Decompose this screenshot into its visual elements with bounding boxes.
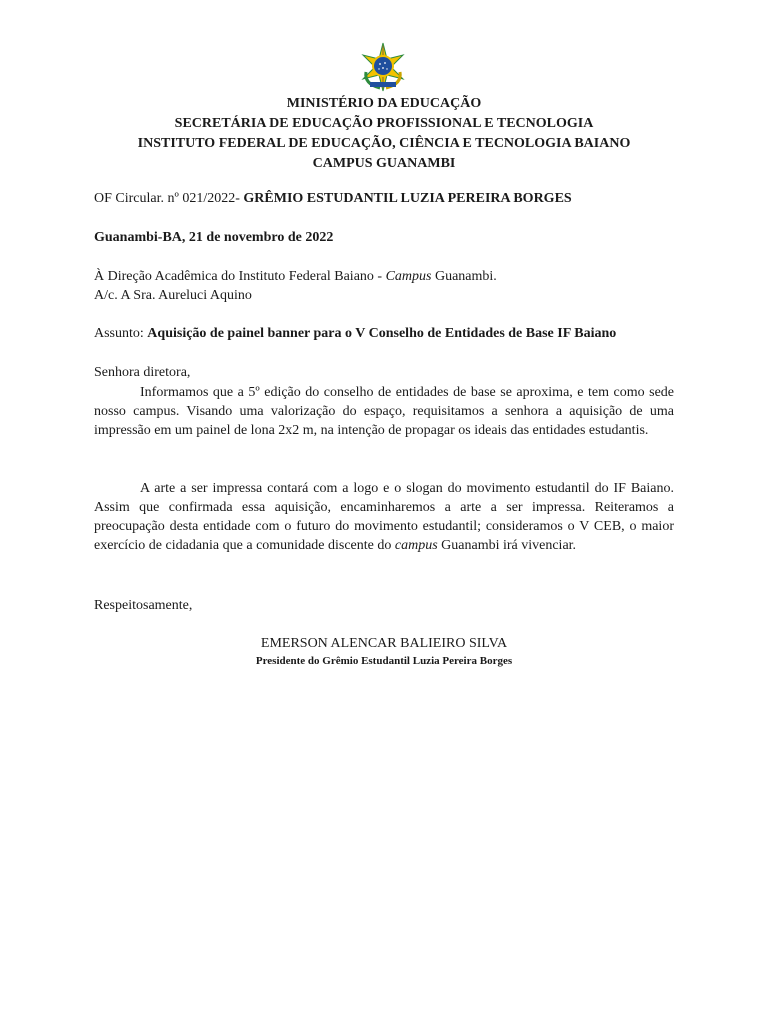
salutation: Senhora diretora, — [94, 365, 191, 380]
brazil-coat-of-arms-icon — [358, 42, 408, 92]
signature-name: EMERSON ALENCAR BALIEIRO SILVA — [260, 636, 508, 651]
subject-text: Aquisição de painel banner para o V Conselho de Entidades de Base IF Baiano — [147, 326, 617, 341]
recipient-campus: Campus — [385, 269, 432, 284]
paragraph-2-text: A arte a ser impressa contará com a logo e o slogan do movimento estudantil do IF Baiano. Assim que confirmada essa aquisição, encaminharemos a arte a ser impressa. Reiteramos a preocupação desta entidade com o futuro do movimento estudantil; consideramos o V CEB, o maior exercício de cidadania que a comunidade discente do — [94, 481, 674, 553]
subject-line — [94, 324, 616, 343]
institution-heading — [0, 94, 768, 174]
heading-ministry: MINISTÉRIO DA EDUCAÇÃO — [286, 96, 482, 111]
subject-label: Assunto: — [94, 326, 148, 341]
heading-institute: INSTITUTO FEDERAL DE EDUCAÇÃO, CIÊNCIA E TECNOLOGIA BAIANO — [137, 136, 631, 151]
recipient-line — [94, 267, 497, 286]
body-paragraph-1: Informamos que a 5º edição do conselho de entidades de base se aproxima, e tem como sede nosso campus. Visando uma valorização do espaço, requisitamos a senhora a aquisição de uma impressão em um painel de lona 2x2 m, na intenção de propagar os ideais das entidades estudantis. — [94, 385, 674, 438]
place-date: Guanambi-BA, 21 de novembro de 2022 — [94, 230, 334, 245]
paragraph-2-end: Guanambi irá vivenciar. — [437, 538, 577, 553]
recipient-text-end: Guanambi. — [431, 269, 497, 284]
recipient-text: À Direção Acadêmica do Instituto Federal Baiano - — [94, 269, 386, 284]
reference-line — [94, 189, 572, 208]
closing: Respeitosamente, — [94, 598, 193, 613]
paragraph-2-campus: campus — [394, 538, 438, 553]
recipient-attention: A/c. A Sra. Aureluci Aquino — [94, 288, 252, 303]
reference-title: GRÊMIO ESTUDANTIL LUZIA PEREIRA BORGES — [243, 191, 572, 206]
body-paragraph-2 — [94, 479, 674, 555]
reference-number: OF Circular. nº 021/2022- — [94, 191, 244, 206]
heading-secretariat: SECRETÁRIA DE EDUCAÇÃO PROFISSIONAL E TECNOLOGIA — [174, 116, 594, 131]
heading-campus: CAMPUS GUANAMBI — [312, 156, 456, 171]
signature-role: Presidente do Grêmio Estudantil Luzia Pereira Borges — [255, 655, 513, 667]
